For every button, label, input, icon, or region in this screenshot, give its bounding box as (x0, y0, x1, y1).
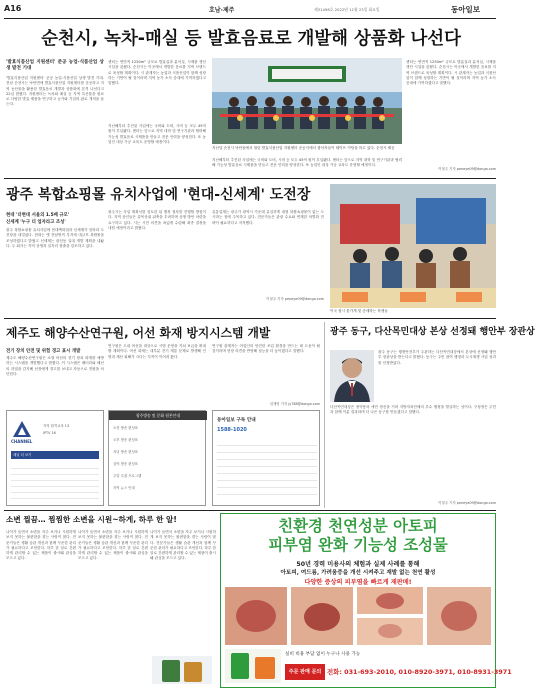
article2-body-b: 광주시는 사업 계획서를 검토한 뒤 행정 절차를 진행할 방침이다. 지역 상인들은 골목상권 위축을 우려하며 상생 방안 마련을 요구하고 있다. 시는 시민 의견을 폭넓게 수렴해 최종 결정을 내릴 예정이라고 밝혔다. (108, 210, 206, 230)
subscription-grid (217, 439, 317, 501)
listing-row-3: 저녁 방송 편성표 (113, 450, 139, 454)
channel-line-3: 채널 더 보기 (13, 453, 32, 457)
article1-body-b: 센터는 연면적 1250m² 규모로 발효실과 분석실, 시제품 생산 시설을 갖췄다. 순천시는 이곳에서 개발한 음료를 지역 브랜드로 육성할 계획이다. 시 관계자는 농업과 식품산업이 함께 성장하는 기반이 될 것이라며 지역 농가 소득 증대에 기여하겠다고 말했다. (108, 60, 206, 86)
channel-line-1: 지역 원격교육 13 (43, 424, 70, 428)
ad-line-3: 다양한 증상의 피부염을 빠르게 재판매! (304, 579, 412, 586)
article1-body-e: 센터는 연면적 1250m² 규모로 발효실과 분석실, 시제품 생산 시설을 갖췄다. 순천시는 이곳에서 개발한 음료를 지역 브랜드로 육성할 계획이다. 시 관계자는 농업과 식품산업이 함께 성장하는 기반이 될 것이라며 지역 농가 소득 증대에 기여하겠다고 말했다. (406, 60, 496, 86)
article1-caption: 지난달 순천시 낙안읍에서 열린 발효식품산업 지원센터 준공식에서 참석자들이 테이프 커팅을 하고 있다. 순천시 제공 (212, 146, 395, 150)
article5-headline: 소변 찔끔… 찜찜한 소변을 시원~하게, 하루 한 알! (6, 515, 177, 524)
article4-body-b: 다산목민대상은 정약용의 애민 정신을 기려 지방자치단체의 우수 행정을 발굴하는 상이다. 구청장은 주민과 함께 이룬 결과라며 더 나은 동구를 만들겠다고 말했다. (330, 405, 496, 415)
listing-header: 광주방송 및 문화 원본안내 (109, 411, 207, 420)
article1-headline: 순천시, 녹차-매실 등 발효음료로 개발해 상품화 나선다 (41, 29, 461, 49)
article3-sub: 전기 장치 안전 및 위험 경고 표시 개발 (6, 349, 81, 354)
divider-3 (4, 510, 496, 511)
subscription-phone: 1588-1020 (217, 427, 247, 433)
broadcast-listing (108, 410, 206, 506)
subscription-ad (212, 410, 320, 506)
article1-byline: 이형주 기자 peneye09@donga.com (438, 167, 496, 171)
ad-phone-label: 주문 판매 문의 (285, 664, 325, 680)
subscription-title: 동아일보 구독 안내 (217, 418, 256, 423)
article3-byline: 임재영 기자 jy788@donga.com (269, 402, 320, 406)
article3-body-a: 제주도 해양수산연구원은 소형 어선의 전기 장치 화재를 예방하는 시스템을 개발했다고 밝혔다. 이 시스템은 배터리와 배선의 과열을 감지해 선장에게 경고를 보내고 자동으로 전원을 차단한다. (6, 356, 104, 376)
article2-headline: 광주 복합쇼핑몰 유치사업에 '현대-신세계' 도전장 (6, 187, 311, 203)
divider-2 (4, 318, 496, 319)
article4-headline: 광주 동구, 다산목민대상 본상 선정돼 행안부 장관상 (330, 327, 535, 337)
divider-1 (4, 178, 496, 179)
article2-photo (330, 184, 496, 308)
channel-line-2: IPTV 16 (43, 431, 56, 435)
article1-body-a: '발효식품산업 지원센터' 준공 농업-식품산업 상생 발전 기대. 전남 순천시는 낙안면에 발효식품산업 지원센터를 준공하고 지역 농산물을 활용한 발효음료 개발과 상품화에 본격 나선다고 22일 밝혔다. 지원센터는 녹차와 매실 등 지역 특산물을 원료로 다양한 발효 제품을 연구하고 농가와 기업의 판로 개척을 돕는다. (6, 76, 104, 107)
page-header (4, 2, 496, 18)
article2-sub1: 현대 '더현대 서울의 1.5배 규모' (6, 213, 70, 218)
listing-row-4: 심야 방송 편성표 (113, 462, 139, 466)
article1-photo (212, 58, 402, 144)
article1-sub: '발효식품산업 지원센터' 준공 농업-식품산업 상생 발전 기대 (6, 60, 104, 71)
ad-title-line-1: 친환경 천연성분 아토피 (278, 517, 438, 535)
ad-title-line-2: 피부염 완화 기능성 조성물 (268, 536, 448, 554)
article4-left-rule (324, 322, 325, 508)
channel-ad (6, 410, 104, 506)
article2-body-a: 광주 복합쇼핑몰 유치사업에 현대백화점과 신세계가 잇따라 도전장을 내밀었다. 현대는 옛 전남방직 부지에 대규모 복합몰을 조성하겠다고 밝혔고 신세계는 광천동 일대 개발 계획을 내놨다. 두 회사는 지역 상생과 일자리 창출을 강조하고 있다. (6, 228, 104, 248)
listing-row-1: 오전 방송 편성표 (113, 426, 139, 430)
section-name: 호남·제주 (209, 7, 235, 14)
brand-name: 동아일보 (451, 5, 480, 14)
article4-byline: 이형주 기자 peneye09@donga.com (438, 501, 496, 505)
channel-brand: CHANNEL (11, 439, 33, 444)
ad-note: 실비 비용 부담 없이 누구나 사용 가능 (285, 652, 361, 657)
article4-portrait (330, 350, 374, 402)
listing-row-6: 지역 뉴스 안내 (113, 486, 135, 490)
article3-body-b: 연구원은 도내 어선을 대상으로 시범 운영을 거쳐 보급을 확대할 계획이다. 어선 화재는 대부분 전기 계통 문제로 발생해 인명과 재산 피해가 크다는 지적이 이어져 왔다. (108, 344, 206, 359)
article5-body-c: 나이가 들면서 소변을 자주 보거나 시원하게 보지 못하는 불편함을 겪는 사람이 많다. 전문가들은 생활 습관 개선과 함께 꾸준한 관리가 필요하다고 조언한다. 하루 한 알로 간편하게 관리할 수 있는 제품이 출시돼 관심을 모으고 있다. (150, 530, 216, 561)
article2-caption: 이국 집시 꽃가게 및 증세하는 학생들 (330, 309, 388, 313)
ad-skin-photos (225, 587, 491, 645)
page-number: A16 (4, 4, 22, 13)
channel-logo-icon (13, 421, 31, 437)
article5-body-b: 나이가 들면서 소변을 자주 보거나 시원하게 보지 못하는 불편함을 겪는 사람이 많다. 전문가들은 생활 습관 개선과 함께 꾸준한 관리가 필요하다고 조언한다. 하루 한 알로 간편하게 관리할 수 있는 제품이 출시돼 관심을 모으고 있다. (78, 530, 148, 561)
article1-body-c: 지난해부터 추진된 사업에는 국비와 도비, 시비 등 모두 45억 원이 투입됐다. 센터는 앞으로 지역 대학 및 연구기관과 협력해 기능성 발효음료 시제품을 만들고 전문 인력을 양성한다. 또 농업인 대상 가공 교육도 운영할 예정이다. (108, 124, 206, 144)
article1-body-d: 지난해부터 추진된 사업에는 국비와 도비, 시비 등 모두 45억 원이 투입됐다. 센터는 앞으로 지역 대학 및 연구기관과 협력해 기능성 발효음료 시제품을 만들고 전문 인력을 양성한다. 또 농업인 대상 가공 교육도 운영할 예정이다. (212, 158, 402, 168)
issue-meta: 제31498호 2022년 11월 23일 화요일 (314, 7, 380, 12)
header-rule (4, 18, 496, 19)
article3-body-c: 연구원 관계자는 어업인의 안전한 조업 환경을 만드는 데 도움이 될 것이라며 현장 의견을 반영해 성능을 더 높이겠다고 말했다. (212, 344, 320, 354)
ad-line-2: 아토피, 여드름, 가려움증을 개선 시켜주고 재발 없는 천연 활성 (280, 570, 436, 576)
listing-row-2: 오후 방송 편성표 (113, 438, 139, 442)
ad-line-1: 50년 경력 미용사의 체험과 실제 사례를 통해 (296, 561, 420, 568)
ad-phone[interactable]: 전화: 031-693-2010, 010-8920-3971, 010-8931-3971 (327, 668, 512, 676)
article2-sub2: 신세계 '누구 더 업자라고 조성' (6, 220, 66, 225)
article2-byline: 이형주 기자 peneye09@donga.com (266, 297, 324, 301)
article2-body-c: 유통업계는 광주가 광역시 가운데 유일하게 대형 복합쇼핑몰이 없는 도시라는 점에 주목하고 있다. 전문가들은 관광 수요와 연계한 차별화 전략이 필요하다고 지적했다. (212, 210, 324, 225)
article5-body-a: 나이가 들면서 소변을 자주 보거나 시원하게 보지 못하는 불편함을 겪는 사람이 많다. 전문가들은 생활 습관 개선과 함께 꾸준한 관리가 필요하다고 조언한다. 하루 한 알로 간편하게 관리할 수 있는 제품이 출시돼 관심을 모으고 있다. (6, 530, 76, 561)
article3-headline: 제주도 해양수산연구원, 어선 화재 방지시스템 개발 (6, 326, 271, 340)
atopy-ad (220, 513, 512, 688)
channel-grid (11, 463, 99, 501)
article5-product-photo (152, 656, 212, 684)
listing-row-5: 주말 특집 프로그램 (113, 474, 142, 478)
article4-body-a: 광주 동구는 행정안전부가 주관하는 다산목민대상에서 본상에 선정돼 행안부 장관상을 받는다고 밝혔다. 동구는 주민 참여 행정과 도시재생 사업 성과를 인정받았다. (378, 350, 496, 365)
ad-product-box (225, 649, 281, 683)
